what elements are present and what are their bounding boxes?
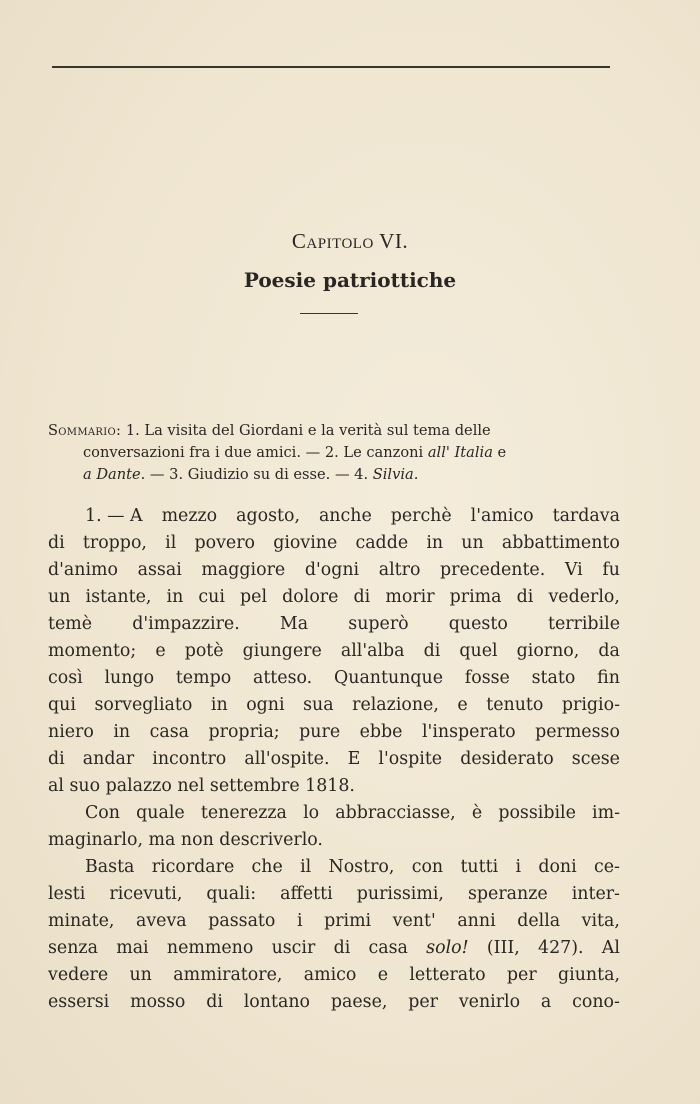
header-rule [52,66,610,68]
word: abbracciasse, [335,803,456,823]
word: Basta [85,857,135,877]
word: d'impazzire. [132,614,240,634]
word: Nostro, [328,857,395,877]
word: tempo [175,668,232,688]
word: e [155,641,166,661]
word: tutti [460,857,499,877]
word: perchè [390,506,452,526]
body-line [48,800,620,827]
word: qui [48,695,76,715]
word: in [426,533,444,553]
word: ebbe [359,722,403,742]
word: maggiore [201,560,286,580]
word: ricevuti, [109,884,183,904]
word: E [347,749,361,769]
chapter-title: Poesie patriottiche [243,268,457,292]
word: Al [601,938,620,958]
word: 1. — A [85,506,143,526]
word: per [506,965,537,985]
word: solo! [426,938,469,958]
word: giunta, [558,965,620,985]
word: lesti [48,884,86,904]
word: terribile [547,614,620,634]
word: questo [448,614,508,634]
word: tenerezza [200,803,287,823]
word: un [129,965,152,985]
word: quali: [206,884,257,904]
body-line [48,989,620,1016]
word: e [457,695,468,715]
word: 427). [538,938,584,958]
body-line [48,935,620,962]
summary-text: conversazioni fra i due amici. — 2. Le canzoni [83,444,428,461]
word: con [411,857,444,877]
word: Quantunque [333,668,444,688]
body-line [48,692,620,719]
body-line [48,611,620,638]
word: di [48,533,65,553]
word: andar [82,749,135,769]
summary-line [48,464,620,486]
summary-label: Sommario: [48,422,122,439]
body-line [48,746,620,773]
word: il [165,533,177,553]
word: tardava [552,506,620,526]
word: vedere [48,965,109,985]
word: pel [240,587,268,607]
word: all'ospite. [244,749,330,769]
word: sua [303,695,334,715]
word: un [48,587,71,607]
word: anni [457,911,496,931]
word: atteso. [252,668,313,688]
word: passato [208,911,276,931]
title-rule [300,313,358,314]
word: prigio- [561,695,620,715]
word: essersi [48,992,110,1012]
word: giovine [273,533,338,553]
word: da [598,641,620,661]
word: vita, [581,911,620,931]
word: l'ospite [378,749,443,769]
word: Ma [279,614,309,634]
word: anche [318,506,372,526]
summary-italic: a Dante [83,466,141,483]
word: ogni [246,695,285,715]
word: troppo, [82,533,147,553]
word: di [516,587,534,607]
word: della [517,911,561,931]
body-line [48,773,620,800]
body-line [48,530,620,557]
word: un [461,533,484,553]
summary-italic: Silvia. [372,466,419,483]
word: giungere [242,641,322,661]
word: l'insperato [421,722,516,742]
word: stato [531,668,576,688]
word: fosse [464,668,510,688]
word: fin [597,668,620,688]
word: cui [198,587,225,607]
word: d'animo [48,560,119,580]
word: lo [303,803,320,823]
word: è [471,803,483,823]
word: precedente. [440,560,546,580]
word: casa [368,938,408,958]
word: amico [303,965,357,985]
word: mai [116,938,149,958]
word: maginarlo, ma non descriverlo. [48,830,323,850]
word: purissimi, [356,884,444,904]
summary-text: . — 3. Giudizio su di esse. — 4. [140,466,373,483]
word: in [113,722,131,742]
word: im- [592,803,620,823]
body-line [48,665,620,692]
word: di [48,749,65,769]
word: quel [459,641,498,661]
word: altro [378,560,421,580]
chapter-label: Capitolo VI. [291,229,409,253]
word: uscir [271,938,316,958]
body-line [48,962,620,989]
word: speranze [467,884,548,904]
word: in [210,695,228,715]
word: all'alba [340,641,405,661]
word: i [296,911,303,931]
body-line [48,881,620,908]
word: senza [48,938,98,958]
word: morir [385,587,435,607]
word: aveva [135,911,187,931]
body-text [48,503,620,1016]
word: momento; [48,641,137,661]
word: di [423,641,441,661]
word: di [353,587,371,607]
body-line [48,638,620,665]
word: di [206,992,223,1012]
word: ricordare [151,857,235,877]
word: Vi [564,560,583,580]
word: i [515,857,522,877]
word: il [300,857,312,877]
word: quale [136,803,185,823]
word: letterato [409,965,486,985]
word: propria; [208,722,280,742]
chapter-summary [48,420,620,486]
word: istante, [85,587,152,607]
word: temè [48,614,93,634]
body-line [48,584,620,611]
word: in [166,587,184,607]
word: mezzo [161,506,218,526]
word: vederlo, [548,587,620,607]
word: vent' [392,911,436,931]
word: permesso [535,722,620,742]
word: per [408,992,438,1012]
word: ammiratore, [173,965,283,985]
word: minate, [48,911,115,931]
word: tenuto [486,695,544,715]
summary-text: 1. La visita del Giordani e la verità sul tema delle [125,422,491,439]
word: al suo palazzo nel settembre 1818. [48,776,355,796]
word: venirlo [458,992,521,1012]
word: relazione, [352,695,439,715]
word: prima [449,587,502,607]
word: assai [137,560,182,580]
word: fu [602,560,620,580]
word: e [377,965,388,985]
body-line [48,503,620,530]
summary-italic: all' Italia [427,444,493,461]
word: agosto, [236,506,300,526]
body-line [48,719,620,746]
word: ce- [594,857,620,877]
word: sorvegliato [94,695,193,715]
word: primi [324,911,372,931]
word: (III, [486,938,520,958]
word: d'ogni [304,560,360,580]
word: abbattimento [501,533,620,553]
word: lungo [104,668,155,688]
word: scese [571,749,620,769]
word: cadde [355,533,409,553]
word: affetti [280,884,333,904]
word: pure [299,722,341,742]
word: Con [85,803,120,823]
word: casa [149,722,190,742]
word: superò [348,614,409,634]
word: desiderato [460,749,554,769]
word: possibile [498,803,576,823]
summary-line [48,442,620,464]
word: di [333,938,351,958]
word: nemmeno [166,938,254,958]
word: così [48,668,83,688]
summary-line [48,420,620,442]
body-line [48,827,620,854]
word: a [540,992,552,1012]
word: giorno, [516,641,580,661]
word: cono- [572,992,620,1012]
body-line [48,908,620,935]
word: che [251,857,283,877]
word: mosso [130,992,186,1012]
body-line [48,854,620,881]
word: paese, [330,992,388,1012]
word: l'amico [470,506,534,526]
word: niero [48,722,94,742]
word: inter- [571,884,620,904]
word: incontro [152,749,227,769]
word: doni [538,857,577,877]
word: dolore [282,587,339,607]
word: lontano [243,992,311,1012]
word: potè [184,641,224,661]
summary-text: e [492,444,507,461]
word: povero [194,533,255,553]
body-line [48,557,620,584]
